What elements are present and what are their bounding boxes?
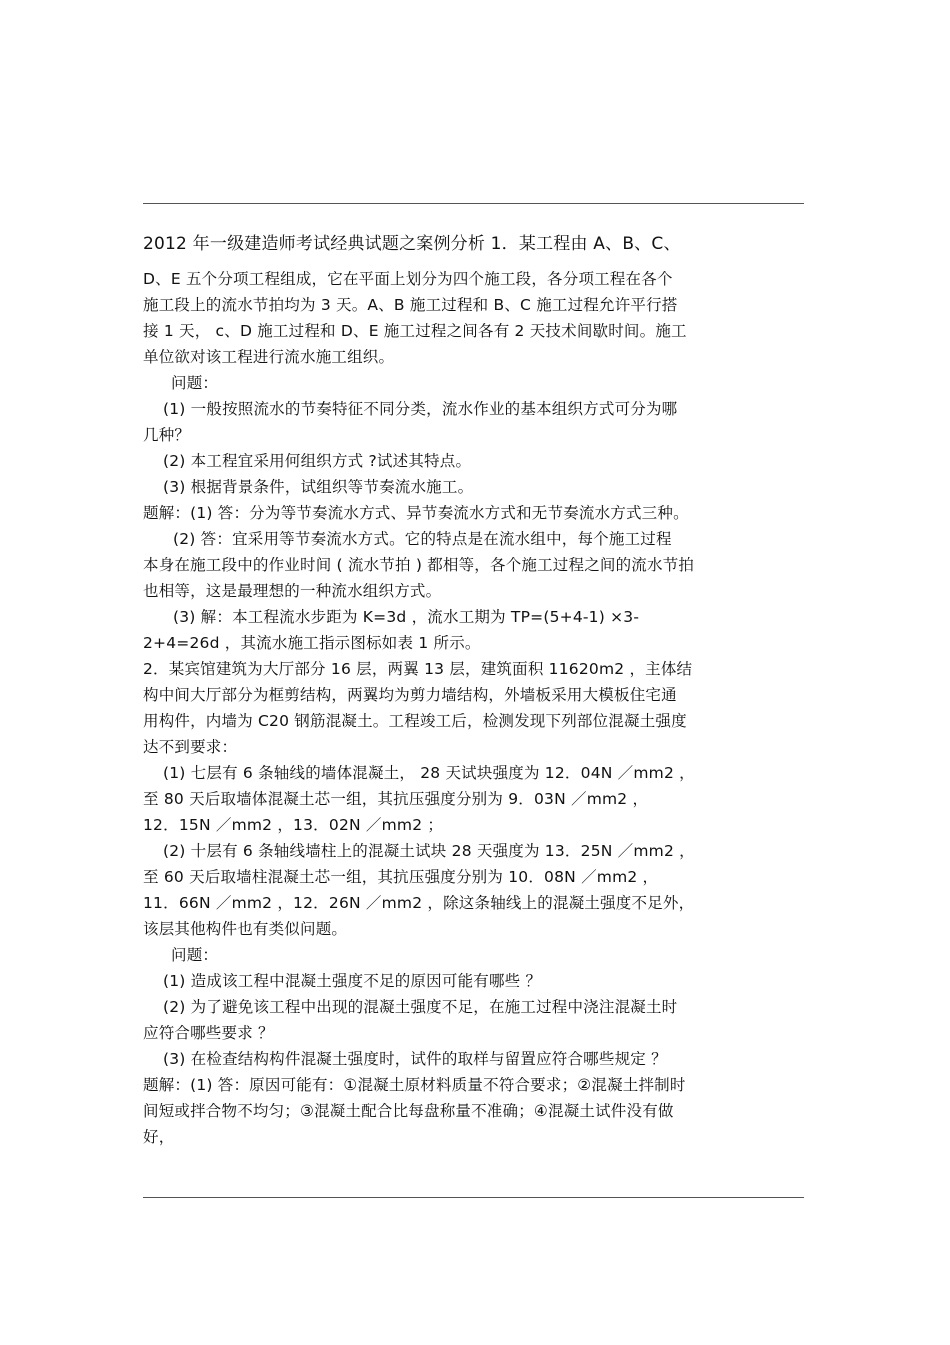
text-line: 应符合哪些要求 ？ — [143, 1024, 274, 1042]
text-line: (2) 十层有 6 条轴线墙柱上的混凝土试块 28 天强度为 13．25N ／mm2 ， — [163, 842, 695, 860]
text-line: 问题： — [171, 374, 219, 392]
text-line: 题解：(1) 答：分为等节奏流水方式、异节奏流水方式和无节奏流水方式三种。 — [143, 504, 689, 522]
text-line: 用构件，内墙为 C20 钢筋混凝土。工程竣工后，检测发现下列部位混凝土强度 — [143, 712, 687, 730]
text-line: (3) 在检查结构构件混凝土强度时，试件的取样与留置应符合哪些规定 ？ — [163, 1050, 667, 1068]
top-divider-line — [143, 203, 804, 204]
text-line: 间短或拌合物不均匀；③混凝土配合比每盘称量不准确；④混凝土试件没有做 — [143, 1102, 674, 1120]
text-line: 2．某宾馆建筑为大厅部分 16 层，两翼 13 层，建筑面积 11620m2 ，主体结 — [143, 660, 693, 678]
document-body — [143, 229, 805, 1150]
text-line: 构中间大厅部分为框剪结构，两翼均为剪力墙结构，外墙板采用大模板住宅通 — [143, 686, 677, 704]
text-line: 几种？ — [143, 426, 191, 444]
text-line: (2) 答：宜采用等节奏流水方式。它的特点是在流水组中，每个施工过程 — [173, 530, 672, 548]
text-line: (2) 本工程宜采用何组织方式 ?试述其特点。 — [163, 452, 472, 470]
text-line: (1) 七层有 6 条轴线的墙体混凝土， 28 天试块强度为 12．04N ／mm2 ， — [163, 764, 695, 782]
text-line: (1) 造成该工程中混凝土强度不足的原因可能有哪些 ？ — [163, 972, 542, 990]
text-line: 12．15N ／mm2 ，13．02N ／mm2 ； — [143, 816, 444, 834]
text-line: 至 80 天后取墙体混凝土芯一组，其抗压强度分别为 9．03N ／mm2 ， — [143, 790, 649, 808]
text-line: 2+4=26d ，其流水施工指示图标如表 1 所示。 — [143, 634, 481, 652]
text-line: 施工段上的流水节拍均为 3 天。A、B 施工过程和 B、C 施工过程允许平行搭 — [143, 296, 678, 314]
text-line: 接 1 天， c、D 施工过程和 D、E 施工过程之间各有 2 天技术间歇时间。施工 — [143, 322, 687, 340]
document-title-line: 2012 年一级建造师考试经典试题之案例分析 1．某工程由 A、B、C、 — [143, 234, 681, 254]
text-line: 本身在施工段中的作业时间 ( 流水节拍 ) 都相等，各个施工过程之间的流水节拍 — [143, 556, 695, 574]
text-line: 好， — [143, 1128, 175, 1146]
text-line: D、E 五个分项工程组成，它在平面上划分为四个施工段，各分项工程在各个 — [143, 270, 673, 288]
text-line: (2) 为了避免该工程中出现的混凝土强度不足，在施工过程中浇注混凝土时 — [163, 998, 678, 1016]
bottom-divider-line — [143, 1197, 804, 1198]
text-line: 问题： — [171, 946, 219, 964]
text-line: 至 60 天后取墙柱混凝土芯一组，其抗压强度分别为 10．08N ／mm2 ， — [143, 868, 659, 886]
text-line: (1) 一般按照流水的节奏特征不同分类，流水作业的基本组织方式可分为哪 — [163, 400, 678, 418]
text-line: 该层其他构件也有类似问题。 — [143, 920, 348, 938]
text-line: 也相等，这是最理想的一种流水组织方式。 — [143, 582, 442, 600]
text-line: 题解：(1) 答：原因可能有：①混凝土原材料质量不符合要求；②混凝土拌制时 — [143, 1076, 686, 1094]
text-line: 单位欲对该工程进行流水施工组织。 — [143, 348, 395, 366]
text-line: (3) 解：本工程流水步距为 K=3d ，流水工期为 TP=(5+4-1) ×3- — [173, 608, 640, 626]
text-line: (3) 根据背景条件，试组织等节奏流水施工。 — [163, 478, 474, 496]
text-line: 达不到要求： — [143, 738, 238, 756]
text-line: 11．66N ／mm2 ，12．26N ／mm2 ，除这条轴线上的混凝土强度不足外， — [143, 894, 695, 912]
